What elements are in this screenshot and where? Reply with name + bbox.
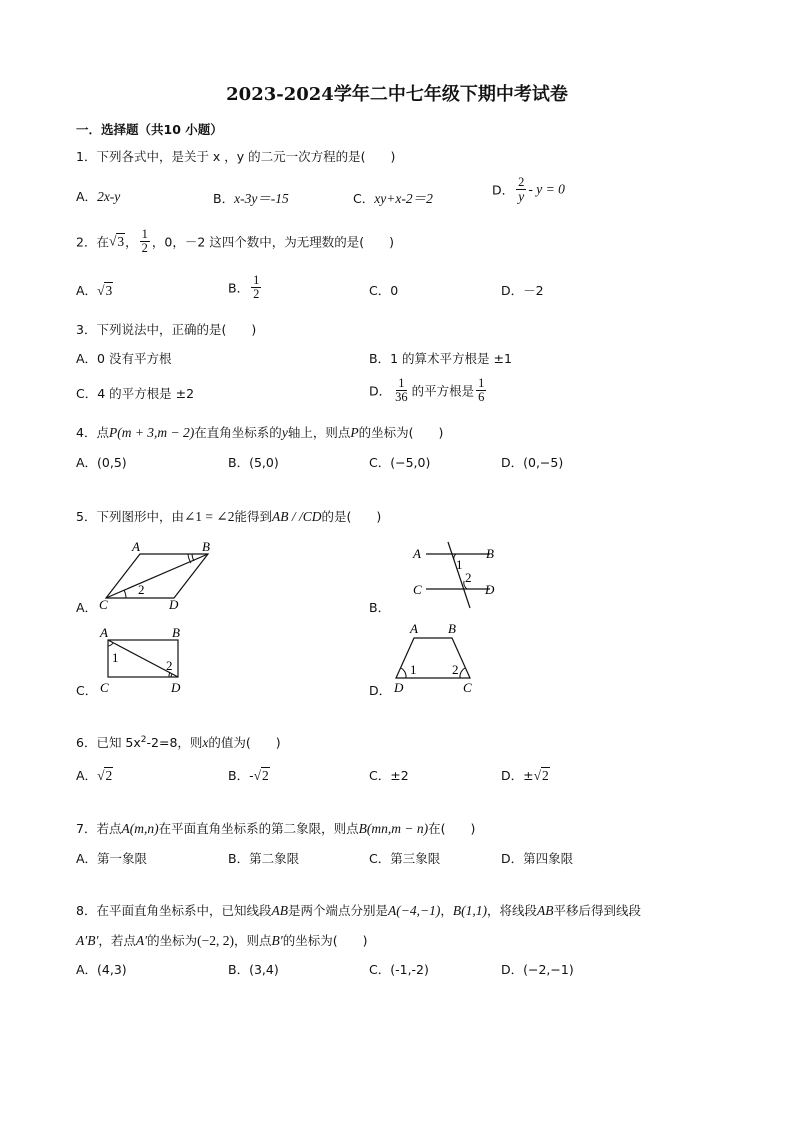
fig-b-label-a: A (413, 546, 421, 561)
q8-option-d: D．(−2,−1) (501, 962, 574, 977)
q8-option-c: C．(-1,-2) (369, 962, 429, 977)
q6-option-b: B．-√2 (228, 768, 269, 783)
q5-figure-c (96, 624, 196, 696)
q4-option-d: D．(0,−5) (501, 455, 564, 470)
question-4-stem: 4．点P(m + 3,m − 2)在直角坐标系的y轴上，则点P的坐标为( ) (76, 425, 444, 440)
q2-option-c: C．0 (369, 283, 399, 298)
q3-option-c: C．4 的平方根是 ±2 (76, 386, 195, 401)
question-3-stem: 3．下列说法中，正确的是( ) (76, 322, 257, 337)
fig-d-angle-2: 2 (452, 662, 459, 677)
fig-c-label-d: D (171, 680, 181, 695)
q4-option-b: B．(5,0) (228, 455, 279, 470)
fig-b-label-b: B (486, 546, 494, 561)
fig-a-label-d: D (169, 597, 179, 612)
q1-option-c: C．xy+x-2＝2 (353, 191, 433, 206)
q2-option-a: A．√3 (76, 283, 113, 298)
fig-a-angle-2: 2 (138, 582, 145, 597)
q7-option-d: D．第四象限 (501, 851, 574, 866)
q5-option-d-label: D． (369, 683, 392, 698)
fig-c-angle-2: 2 (166, 658, 173, 673)
q5-option-b-label: B． (369, 600, 391, 615)
q5-figure-b (408, 536, 508, 612)
q5-figure-a (96, 538, 226, 612)
fig-d-label-d: D (394, 680, 404, 694)
q5-option-a-label: A． (76, 600, 98, 615)
q6-option-a: A．√2 (76, 768, 113, 783)
q6-option-c: C．±2 (369, 768, 409, 783)
fig-a-label-b: B (202, 539, 210, 554)
q7-option-a: A．第一象限 (76, 851, 148, 866)
fig-a-label-a: A (132, 539, 140, 554)
q3-option-d: D． $\frac{1}{36}$ 的平方根是 $\frac{1}{6}$ (369, 376, 485, 404)
fig-c-label-a: A (100, 625, 108, 640)
q8-option-b: B．(3,4) (228, 962, 279, 977)
fig-c-label-b: B (172, 625, 180, 640)
fig-b-angle-1: 1 (456, 557, 463, 572)
q4-option-c: C．(−5,0) (369, 455, 431, 470)
fig-d-label-a: A (410, 621, 418, 636)
fig-b-angle-2: 2 (465, 570, 472, 585)
q7-option-b: B．第二象限 (228, 851, 300, 866)
q2-option-d: D．－2 (501, 283, 544, 298)
q6-option-d: D．±√2 (501, 768, 549, 783)
q8-option-a: A．(4,3) (76, 962, 127, 977)
q1-option-b: B．x-3y＝-15 (213, 191, 289, 206)
question-2-stem: 2．在√3， $\frac{1}{2}$ ，0，－2 这四个数中，为无理数的是( ) (76, 227, 395, 255)
q5-figure-d (390, 620, 490, 694)
q5-option-c-label: C． (76, 683, 98, 698)
fig-c-angle-1: 1 (112, 650, 119, 665)
q2-option-b: B． $\frac{1}{2}$ (228, 273, 260, 301)
page-title: 2023-2024学年二中七年级下期中考试卷 (226, 84, 568, 105)
fig-b-label-d: D (485, 582, 495, 597)
q3-option-a: A．0 没有平方根 (76, 351, 172, 366)
question-5-stem: 5．下列图形中，由∠1 = ∠2能得到AB / /CD的是( ) (76, 509, 382, 524)
question-1-stem: 1．下列各式中，是关于 x ，y 的二元一次方程的是( ) (76, 149, 396, 164)
question-7-stem: 7．若点A(m,n)在平面直角坐标系的第二象限，则点B(mn,m − n)在( ) (76, 821, 476, 836)
fig-d-angle-1: 1 (410, 662, 417, 677)
q1-option-a: A．2x-y (76, 189, 121, 204)
question-6-stem: 6．已知 $5x^2-2=8$，则x的值为( ) (76, 734, 281, 750)
q7-option-c: C．第三象限 (369, 851, 441, 866)
fig-d-label-c: C (463, 680, 472, 694)
q3-option-b: B．1 的算术平方根是 ±1 (369, 351, 512, 366)
fig-c-label-c: C (100, 680, 109, 695)
fig-a-label-c: C (99, 597, 108, 612)
fig-d-label-b: B (448, 621, 456, 636)
fig-b-label-c: C (413, 582, 422, 597)
question-8-stem-line2: A′B′，若点A′的坐标为(−2, 2)，则点B′的坐标为( ) (76, 933, 368, 948)
question-8-stem-line1: 8．在平面直角坐标系中，已知线段AB是两个端点分别是A(−4,−1)，B(1,1)，将线段AB平移后得到线段 (76, 903, 641, 918)
q4-option-a: A．(0,5) (76, 455, 127, 470)
q1-option-d: D． $\frac{2}{y}$ - y = 0 (492, 175, 565, 204)
section-heading: 一．选择题（共10 小题） (76, 122, 223, 137)
